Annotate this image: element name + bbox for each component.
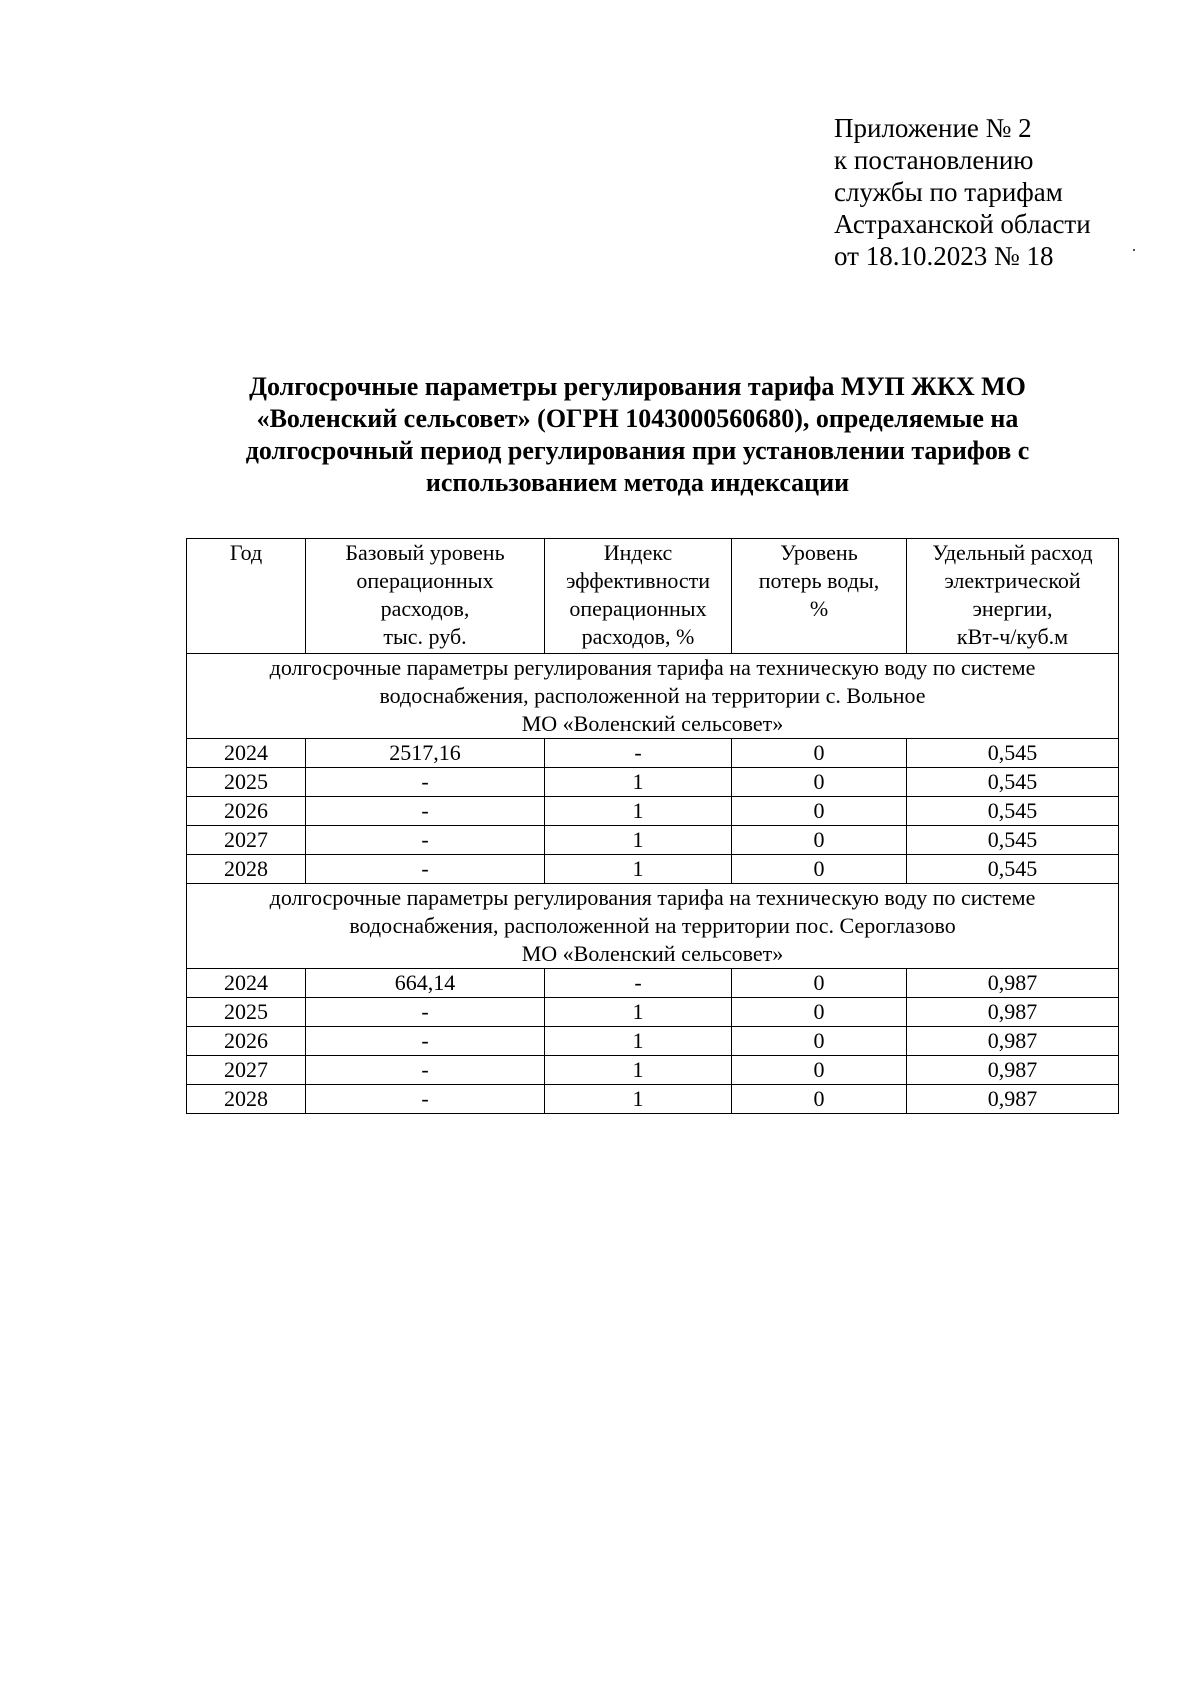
cell-index: 1: [545, 768, 732, 797]
header-year: Год: [187, 539, 306, 654]
title-line: использованием метода индексации: [425, 468, 850, 497]
cell-energy: 0,545: [907, 739, 1119, 768]
cell-year: 2028: [187, 855, 306, 884]
cell-base: 664,14: [306, 969, 545, 998]
appendix-date: от 18.10.2023 № 18: [834, 241, 1054, 271]
section-title-volnoe: долгосрочные параметры регулирования тарифа на техническую воду по системе водоснабжения, расположенной на территории с. Вольное МО «Воленский сельсовет»: [187, 654, 1119, 739]
appendix-line: Астраханской области: [834, 209, 1091, 239]
document-title: [170, 371, 1105, 499]
section-row: [187, 654, 1119, 739]
cell-index: 1: [545, 1085, 732, 1114]
section-title-seroglazovo: долгосрочные параметры регулирования тарифа на техническую воду по системе водоснабжения, расположенной на территории пос. Сероглазово МО «Воленский сельсовет»: [187, 884, 1119, 969]
table-row: [187, 1085, 1119, 1114]
table-row: [187, 797, 1119, 826]
cell-loss: 0: [732, 855, 907, 884]
table-header-row: [187, 539, 1119, 654]
title-line: долгосрочный период регулирования при установлении тарифов с: [245, 436, 1030, 465]
cell-loss: 0: [732, 1056, 907, 1085]
cell-loss: 0: [732, 768, 907, 797]
cell-index: 1: [545, 1027, 732, 1056]
table-row: [187, 855, 1119, 884]
cell-loss: 0: [732, 969, 907, 998]
cell-year: 2027: [187, 1056, 306, 1085]
cell-base: -: [306, 1027, 545, 1056]
cell-base: -: [306, 855, 545, 884]
cell-energy: 0,545: [907, 826, 1119, 855]
cell-energy: 0,545: [907, 768, 1119, 797]
cell-index: -: [545, 739, 732, 768]
cell-energy: 0,545: [907, 855, 1119, 884]
cell-year: 2025: [187, 768, 306, 797]
cell-index: 1: [545, 1056, 732, 1085]
cell-index: -: [545, 969, 732, 998]
cell-energy: 0,545: [907, 797, 1119, 826]
appendix-number: Приложение № 2: [834, 113, 1032, 143]
appendix-reference: [834, 112, 1164, 272]
cell-index: 1: [545, 855, 732, 884]
header-energy-consumption: Удельный расход электрической энергии, кВт-ч/куб.м: [907, 539, 1119, 654]
cell-year: 2025: [187, 998, 306, 1027]
table-row: [187, 998, 1119, 1027]
scan-speck: [1133, 249, 1135, 251]
cell-loss: 0: [732, 1085, 907, 1114]
header-efficiency-index: Индекс эффективности операционных расходов, %: [545, 539, 732, 654]
cell-energy: 0,987: [907, 969, 1119, 998]
appendix-line: службы по тарифам: [834, 177, 1063, 207]
parameters-table: [186, 538, 1119, 1114]
cell-base: -: [306, 1056, 545, 1085]
cell-index: 1: [545, 826, 732, 855]
cell-year: 2028: [187, 1085, 306, 1114]
header-base-opex: Базовый уровень операционных расходов, тыс. руб.: [306, 539, 545, 654]
cell-base: 2517,16: [306, 739, 545, 768]
table-row: [187, 1027, 1119, 1056]
cell-index: 1: [545, 797, 732, 826]
cell-year: 2024: [187, 739, 306, 768]
cell-year: 2026: [187, 797, 306, 826]
cell-index: 1: [545, 998, 732, 1027]
cell-base: -: [306, 768, 545, 797]
cell-year: 2027: [187, 826, 306, 855]
appendix-line: к постановлению: [834, 145, 1034, 175]
cell-year: 2026: [187, 1027, 306, 1056]
cell-energy: 0,987: [907, 1085, 1119, 1114]
table-row: [187, 739, 1119, 768]
cell-loss: 0: [732, 797, 907, 826]
cell-energy: 0,987: [907, 1056, 1119, 1085]
table-row: [187, 1056, 1119, 1085]
cell-energy: 0,987: [907, 998, 1119, 1027]
cell-base: -: [306, 826, 545, 855]
title-line: Долгосрочные параметры регулирования тарифа МУП ЖКХ МО: [249, 372, 1026, 401]
table-row: [187, 969, 1119, 998]
cell-base: -: [306, 1085, 545, 1114]
cell-base: -: [306, 797, 545, 826]
cell-loss: 0: [732, 739, 907, 768]
cell-base: -: [306, 998, 545, 1027]
cell-loss: 0: [732, 1027, 907, 1056]
title-line: «Воленский сельсовет» (ОГРН 1043000560680), определяемые на: [256, 404, 1019, 433]
table-row: [187, 826, 1119, 855]
cell-loss: 0: [732, 826, 907, 855]
header-water-loss: Уровень потерь воды, %: [732, 539, 907, 654]
table-row: [187, 768, 1119, 797]
section-row: [187, 884, 1119, 969]
cell-loss: 0: [732, 998, 907, 1027]
cell-energy: 0,987: [907, 1027, 1119, 1056]
cell-year: 2024: [187, 969, 306, 998]
